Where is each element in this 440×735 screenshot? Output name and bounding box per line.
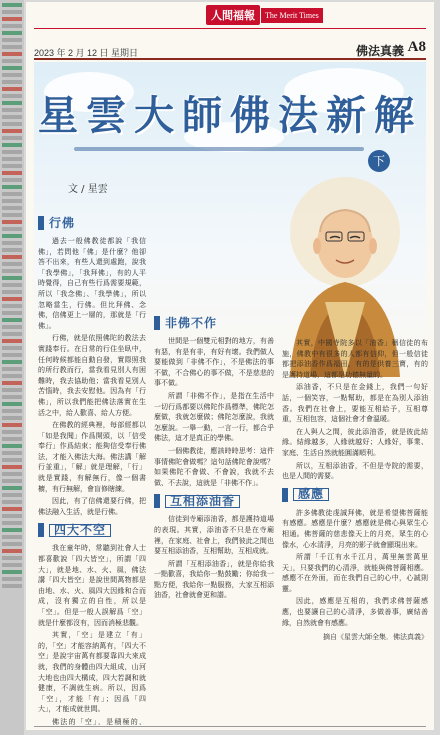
paragraph: 因此，有了信佛還要行佛，把佛法融入生活，就是行佛。 bbox=[38, 497, 146, 516]
paragraph: 許多佛教徒虔誠拜佛，就是希望佛菩薩能有感應。感應是什麼？感應就是佛心與眾生心相通。佛菩薩的慈悲像天上的月亮，眾生的心像水，心水清淨，月亮的影子就會顯現出來。 bbox=[282, 508, 428, 549]
paragraph: 所謂「千江有水千江月，萬里無雲萬里天」，只要我們的心清淨，就能與佛菩薩相應。感應不在外面，而在我們自己的心中，心誠則靈。 bbox=[282, 553, 428, 593]
byline: 文 / 星雲 bbox=[68, 184, 108, 195]
masthead bbox=[206, 6, 323, 24]
title-underline bbox=[74, 147, 364, 151]
issue-date: 2023 年 2 月 12 日 星期日 bbox=[34, 48, 139, 58]
subheading-response: 感應 bbox=[282, 488, 428, 502]
paragraph: 我在童年時，常聽到社會人士都喜歡說「四大皆空」，所謂「四大」，就是地、水、火、風，佛法講「四大皆空」是說世間萬物都是由地、水、火、風四大因緣和合而成，沒有獨立的自性，所以是「空」。但是一般人誤解爲「空」就是什麼都沒有，因而消極悲觀。 bbox=[38, 544, 146, 627]
paragraph: 一個佛教徒，應該時時思考：這件事情佛陀會做嗎？這句話佛陀會說嗎？如果佛陀不會做、不會說，我就不去做、不去說，這就是「非佛不作」。 bbox=[154, 446, 274, 487]
paragraph: 行佛，就是依照佛陀的教法去實踐奉行。在日常的行住坐臥中，任何時候都能自動自發，實際照我的所行教而行，當我看見別人有困難時，我去協助他；當我看見別人苦惱時，我去安慰他。因為有「行佛」，所以我們能把佛法落實在生活之中，給人歡喜、給人方便。 bbox=[38, 334, 146, 417]
paragraph: 因此，感應是互相的，我們求佛菩薩感應，也要讓自己的心清淨，多做善事，廣結善緣，自然就會有感應。 bbox=[282, 597, 428, 627]
side-strip bbox=[0, 0, 24, 735]
masthead-logo: 人間福報 bbox=[206, 5, 260, 25]
paragraph: 在人與人之間，彼此添油香，就是彼此結緣。結緣越多，人緣就越好；人緣好，事業、家庭、生活自然就能圓滿順利。 bbox=[282, 427, 428, 457]
paragraph: 其實，中國寺院多以「油香」稱信徒的布施，佛教中有很多的人都有信仰，但一般信徒都把添油香作爲福田，有的是供養三寶，有的是護持道場，這都是功德無量的。 bbox=[282, 339, 428, 379]
article-column-1 bbox=[38, 210, 146, 725]
paragraph: 過去一般佛教徒都說「我信佛」，若問他「佛」是什麼？他卻答不出來，有些人還到處跑，說我「我學佛」，「我拜佛」，有的人平時覺得，自己有些行爲需要規範，所以「我念佛」、「我學佛」，所以忽略當生，行佛。但比拜佛、念佛，信佛更上一層的，那就是「行佛」。 bbox=[38, 237, 146, 330]
subheading-xingfo: 行佛 bbox=[38, 216, 146, 230]
paragraph: 信徒到寺廟添油香，都是護持道場的表現。其實，添油香不只是在寺廟裡，在家庭、社會上，我們彼此之間也要互相添油香，互相幫助，互相成就。 bbox=[154, 515, 274, 556]
source-credit: 摘自《星雲大師全集．佛法真義》 bbox=[323, 633, 428, 642]
paragraph: 所以，互相添油香，不但是寺院的需要，也是人間的需要。 bbox=[282, 461, 428, 481]
subheading-non-buddha: 非佛不作 bbox=[154, 316, 274, 330]
paragraph: 其實，「空」是建立「有」的，「空」才能容納萬有，「四大不空」是說宇宙萬有都要靠四大來成就，我們的身體由四大組成，山河大地也由四大構成，四大若調和就健康，不調就生病。所以，因爲「空」，才能「有」；因爲「四大」，才能成就世間。 bbox=[38, 631, 146, 714]
sheet bbox=[26, 2, 434, 730]
article-column-2 bbox=[154, 310, 274, 725]
article-column-3 bbox=[282, 338, 428, 725]
masthead-tagline: The Merit Times bbox=[261, 8, 323, 23]
paragraph: 所謂「互相添油香」，就是你給我一點歡喜，我給你一點鼓勵；你給我一點方便，我給你一點服務，大家互相添油香，社會就會更和諧。 bbox=[154, 559, 274, 600]
banner-rule bbox=[34, 58, 426, 60]
paragraph: 佛法的「空」，是積極的， bbox=[52, 717, 146, 725]
paragraph: 添油香，不只是在金錢上，我們一句好話，一個笑容，一點幫助，都是在為別人添油香。我們在社會上，要能互相給予，互相尊重，互相包容，這個社會才會溫暖。 bbox=[282, 383, 428, 424]
top-rule bbox=[34, 28, 426, 29]
section-title: 佛法真義 bbox=[355, 44, 404, 58]
part-badge: 下 bbox=[368, 150, 390, 172]
paragraph: 所謂「非佛不作」，是指在生活中一切行爲都要以佛陀作爲標準，佛陀怎麼做，我就怎麼做；佛陀怎麼說，我就怎麼說。一舉一動，一言一行，都合乎佛法，這才是真正的學佛。 bbox=[154, 391, 274, 443]
bottom-rule bbox=[34, 726, 426, 727]
paragraph: 在佛教的經典裡，每部經都以「如是我聞」作爲開頭，以「信受奉行」作爲結束；能夠信受奉行佛法，才能入佛法大海。佛法講「解行並重」，「解」就是理解，「行」就是實踐，有解無行，像一個書櫥，有行無解，會盲修瞎練。 bbox=[38, 421, 146, 493]
page-number: A8 bbox=[407, 39, 426, 55]
subheading-four-elements: 四大不空 bbox=[38, 523, 146, 537]
article-title: 星雲大師佛法新解 bbox=[38, 93, 422, 139]
paragraph: 世間是一個雙元相對的地方，有善有惡，有是有非，有好有壞。我們做人要能做到「非佛不作」，不是佛法的事不做，不合佛心的事不做，不是慈悲的事不做。 bbox=[154, 337, 274, 388]
subheading-incense: 互相添油香 bbox=[154, 494, 274, 508]
